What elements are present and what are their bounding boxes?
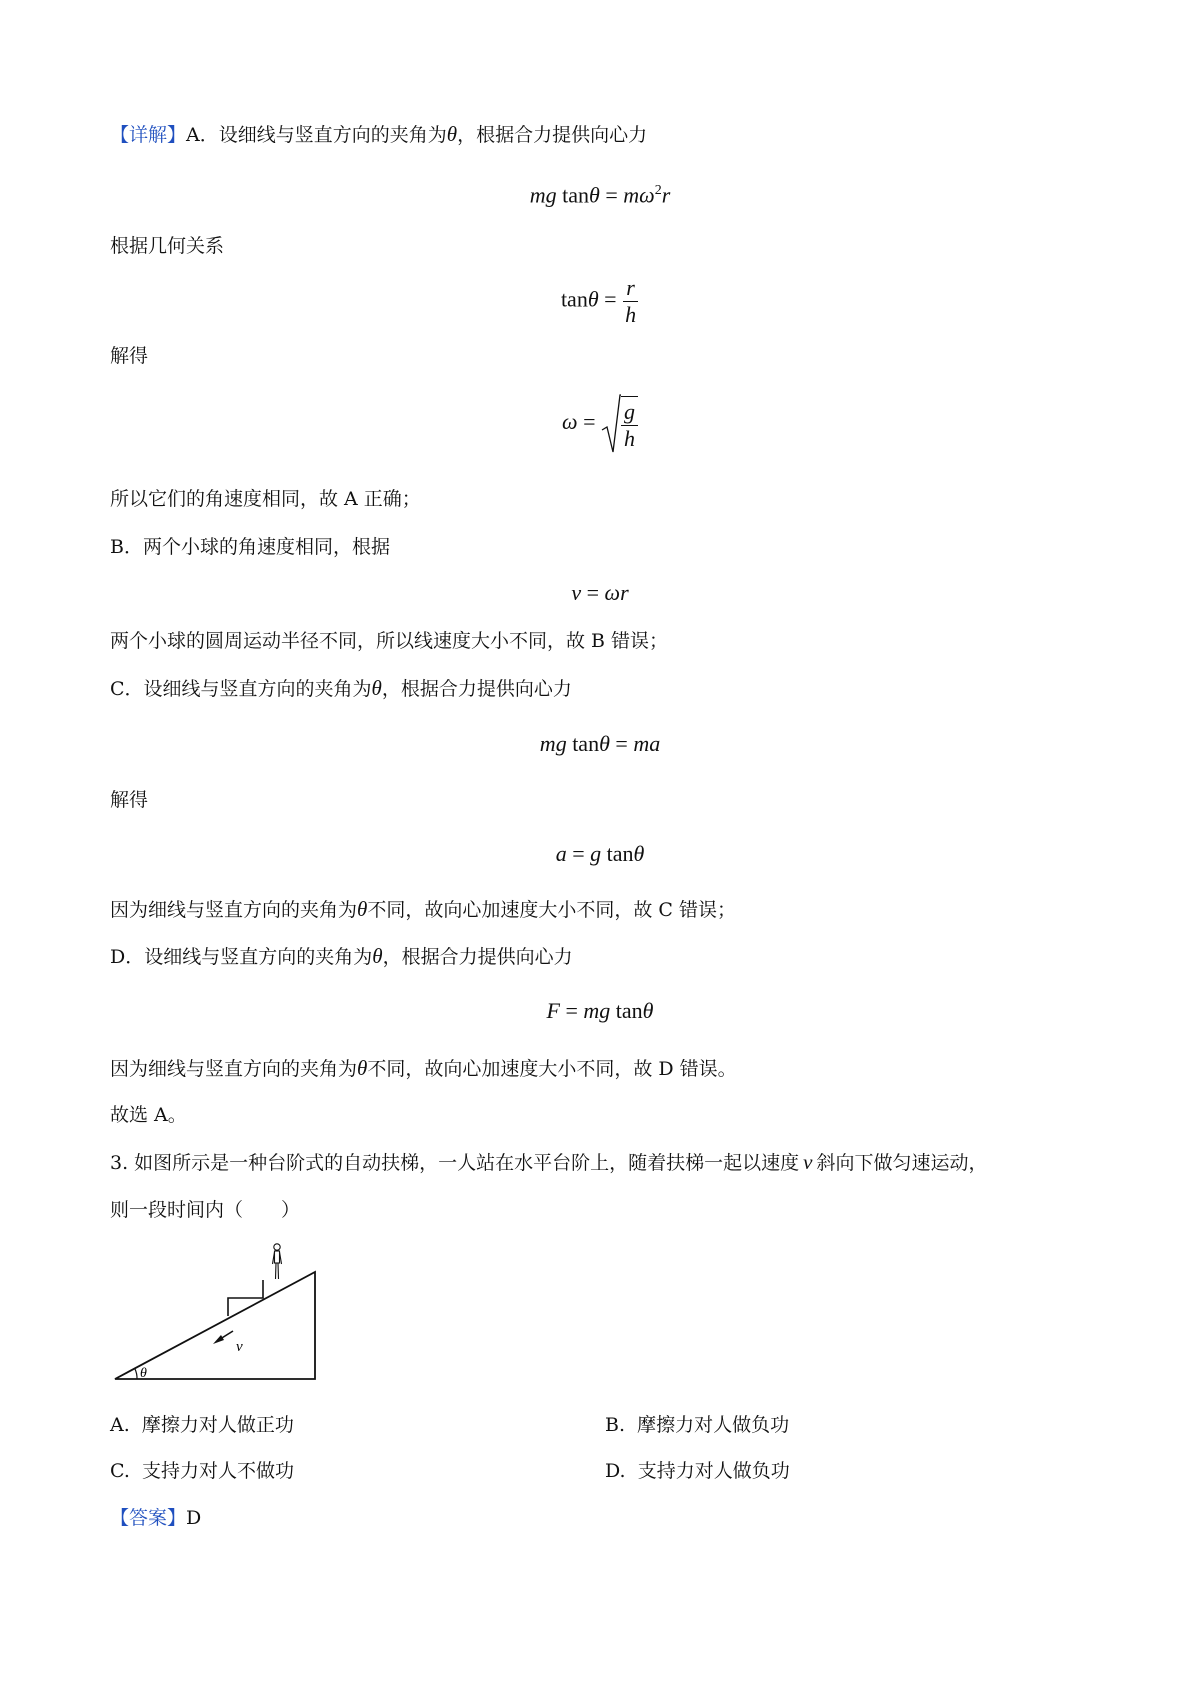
equation-geometry: tanθ = $\frac{r}{h}$ xyxy=(0,275,1200,328)
fraction-r-over-h: $\frac{r}{h}$ xyxy=(625,275,637,327)
detail-b-conclusion: 两个小球的圆周运动半径不同，所以线速度大小不同，故 B 错误； xyxy=(110,630,669,652)
detail-choice: 故选 A。 xyxy=(110,1104,187,1126)
option-c[interactable]: C. 支持力对人不做功 xyxy=(110,1460,295,1482)
incline-triangle xyxy=(115,1272,315,1379)
equation-linear-velocity: v = ωr xyxy=(571,580,629,605)
detail-c-conclusion: 因为细线与竖直方向的夹角为θ不同，故向心加速度大小不同，故 C 错误； xyxy=(110,897,736,921)
detail-c-intro: C．设细线与竖直方向的夹角为θ，根据合力提供向心力 xyxy=(110,676,572,700)
person-icon xyxy=(273,1244,282,1279)
option-a[interactable]: A. 摩擦力对人做正功 xyxy=(110,1414,294,1436)
question-3-stem: 3. 如图所示是一种台阶式的自动扶梯，一人站在水平台阶上，随着扶梯一起以速度 v 斜向下做匀速运动， xyxy=(110,1150,988,1174)
detail-solve-text-2: 解得 xyxy=(110,789,149,811)
equation-centripetal-force: mg $\tan\theta = m\omega^2r$ xyxy=(529,182,671,208)
equation-centripetal-acceleration: mg tanθ = ma xyxy=(539,731,661,756)
answer-value: D xyxy=(186,1507,202,1529)
detail-b-intro: B．两个小球的角速度相同，根据 xyxy=(110,536,390,558)
radical-sign xyxy=(601,394,621,454)
detail-a-intro: 【详解】A．设细线与竖直方向的夹角为θ，根据合力提供向心力 xyxy=(110,122,648,146)
equation-net-force: F = mg tanθ xyxy=(546,998,654,1023)
equation-angular-velocity: ω = $\frac{g}{h}$ xyxy=(0,394,1200,454)
detail-a-conclusion: 所以它们的角速度相同，故 A 正确； xyxy=(110,488,421,510)
angle-label: θ xyxy=(140,1366,147,1381)
detail-tag: 【详解】 xyxy=(110,124,187,146)
equation-acceleration-result: a = g tanθ xyxy=(555,841,645,866)
option-d[interactable]: D. 支持力对人做负功 xyxy=(605,1460,790,1482)
escalator-steps xyxy=(228,1280,263,1316)
velocity-label: v xyxy=(236,1339,243,1355)
angle-arc xyxy=(135,1369,137,1379)
detail-geometry-text: 根据几何关系 xyxy=(110,235,225,257)
answer-line xyxy=(110,1504,201,1532)
square-root xyxy=(601,394,638,454)
detail-d-intro: D．设细线与竖直方向的夹角为θ，根据合力提供向心力 xyxy=(110,944,573,968)
answer-tag: 【答案】 xyxy=(110,1507,187,1529)
option-b[interactable]: B. 摩擦力对人做负功 xyxy=(605,1414,790,1436)
detail-solve-text-1: 解得 xyxy=(110,345,149,367)
question-3-stem-line2: 则一段时间内（ ） xyxy=(110,1199,301,1221)
detail-d-conclusion: 因为细线与竖直方向的夹角为θ不同，故向心加速度大小不同，故 D 错误。 xyxy=(110,1056,737,1080)
velocity-arrow xyxy=(213,1331,233,1344)
escalator-figure xyxy=(105,1236,325,1386)
fraction-g-over-h: $\frac{g}{h}$ xyxy=(621,396,638,452)
